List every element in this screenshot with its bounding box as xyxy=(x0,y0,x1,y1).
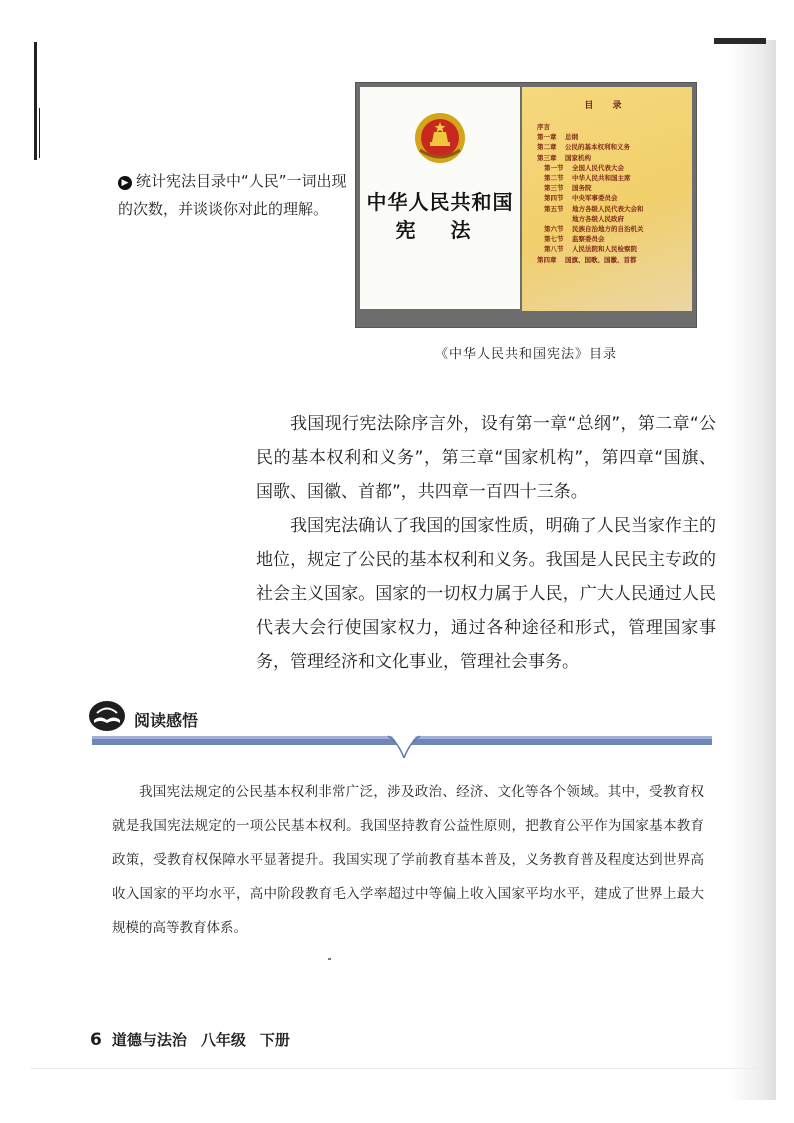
volume-label: 下册 xyxy=(259,1031,290,1049)
toc-item xyxy=(537,132,695,142)
paragraph: 我国宪法确认了我国的国家性质，明确了人民当家作主的地位，规定了公民的基本权利和义务。我国是人民民主专政的社会主义国家。国家的一切权力属于人民，广大人民通过人民代表大会行使国家权力，通过各种途径和形式，管理国家事务，管理经济和文化事业，管理社会事务。 xyxy=(256,516,716,672)
toc-item xyxy=(537,244,695,254)
reading-section-title: 阅读感悟 xyxy=(134,711,199,730)
scan-edge-line-thin xyxy=(39,108,40,158)
toc-item-number: 第四章 xyxy=(537,255,557,264)
toc-item-title: 全国人民代表大会 xyxy=(572,163,624,172)
toc-item xyxy=(537,255,695,265)
cover-subtitle: 宪 法 xyxy=(395,218,485,242)
national-emblem-icon xyxy=(412,110,468,166)
main-text xyxy=(256,407,716,679)
book-title: 道德与法治 xyxy=(111,1031,187,1049)
scan-edge-line xyxy=(34,42,37,160)
toc-item xyxy=(537,173,695,183)
toc-item-title: 国务院 xyxy=(572,184,592,193)
toc-item xyxy=(537,214,695,224)
side-question xyxy=(118,167,356,223)
toc-item-number: 第二节 xyxy=(544,174,564,183)
toc-item-title: 人民法院和人民检察院 xyxy=(572,245,637,254)
toc-item-number: 第四节 xyxy=(544,194,564,203)
toc-item xyxy=(537,224,695,234)
toc-item-title: 总纲 xyxy=(565,133,578,142)
toc-item xyxy=(537,234,695,244)
reading-text xyxy=(112,775,704,945)
toc-item-title: 中央军事委员会 xyxy=(572,194,618,203)
scan-bottom-line xyxy=(30,1068,764,1069)
side-question-text: 统计宪法目录中“人民”一词出现的次数，并谈谈你对此的理解。 xyxy=(118,172,347,218)
toc-item-title: 中华人民共和国主席 xyxy=(572,174,631,183)
toc-item-number: 第二章 xyxy=(537,143,557,152)
toc-item-number: 第六节 xyxy=(544,225,564,234)
toc-item xyxy=(537,204,695,214)
toc-item-number: 序言 xyxy=(537,123,550,131)
toc-heading: 目 录 xyxy=(584,101,630,111)
toc-item-number: 第一章 xyxy=(537,133,557,142)
toc-item-title: 地方各级人民代表大会和 xyxy=(572,204,644,213)
toc-item-title: 国家机构 xyxy=(565,153,591,162)
toc-item xyxy=(537,163,695,173)
toc-item-number: 第八节 xyxy=(544,245,564,254)
reading-paragraph: 我国宪法规定的公民基本权利非常广泛，涉及政治、经济、文化等各个领域。其中，受教育权就是我国宪法规定的一项公民基本权利。我国坚持教育公益性原则，把教育公平作为国家基本教育政策，受教育权保障水平显著提升。我国实现了学前教育基本普及，义务教育普及程度达到世界高收入国家的平均水平，高中阶段教育毛入学率超过中等偏上收入国家平均水平，建成了世界上最大规模的高等教育体系。 xyxy=(112,784,704,936)
paragraph: 我国现行宪法除序言外，设有第一章“总纲”，第二章“公民的基本权利和义务”，第三章“国家机构”，第四章“国旗、国歌、国徽、首都”，共四章一百四十三条。 xyxy=(256,414,716,502)
reading-banner xyxy=(92,728,712,758)
cover-title: 中华人民共和国 xyxy=(366,190,514,214)
toc-item xyxy=(537,183,695,193)
play-bullet-icon: ▶ xyxy=(118,176,132,190)
toc-item-number: 第一节 xyxy=(544,163,564,172)
toc-item-title: 国旗、国歌、国徽、首都 xyxy=(565,255,637,264)
scan-speck xyxy=(328,958,331,960)
grade-label: 八年级 xyxy=(200,1031,246,1049)
toc-item-number: 第五节 xyxy=(544,204,564,213)
toc-item-number: 第三节 xyxy=(544,184,564,193)
page-number: 6 xyxy=(90,1030,102,1050)
scan-page-shadow xyxy=(730,40,776,1100)
toc-item-title: 公民的基本权利和义务 xyxy=(565,143,630,152)
scan-edge-mark xyxy=(714,38,766,44)
toc-item-title: 民族自治地方的自治机关 xyxy=(572,225,644,234)
toc-list xyxy=(537,122,695,265)
toc-item-number: 第三章 xyxy=(537,153,557,162)
toc-item xyxy=(537,142,695,152)
page-footer xyxy=(90,1029,290,1050)
toc-item-title: 监察委员会 xyxy=(572,235,605,244)
toc-item xyxy=(537,122,695,132)
toc-item xyxy=(537,153,695,163)
toc-item-title: 地方各级人民政府 xyxy=(572,214,624,223)
toc-item xyxy=(537,193,695,203)
figure-caption: 《中华人民共和国宪法》目录 xyxy=(434,347,617,362)
toc-item-number: 第七节 xyxy=(544,235,564,244)
